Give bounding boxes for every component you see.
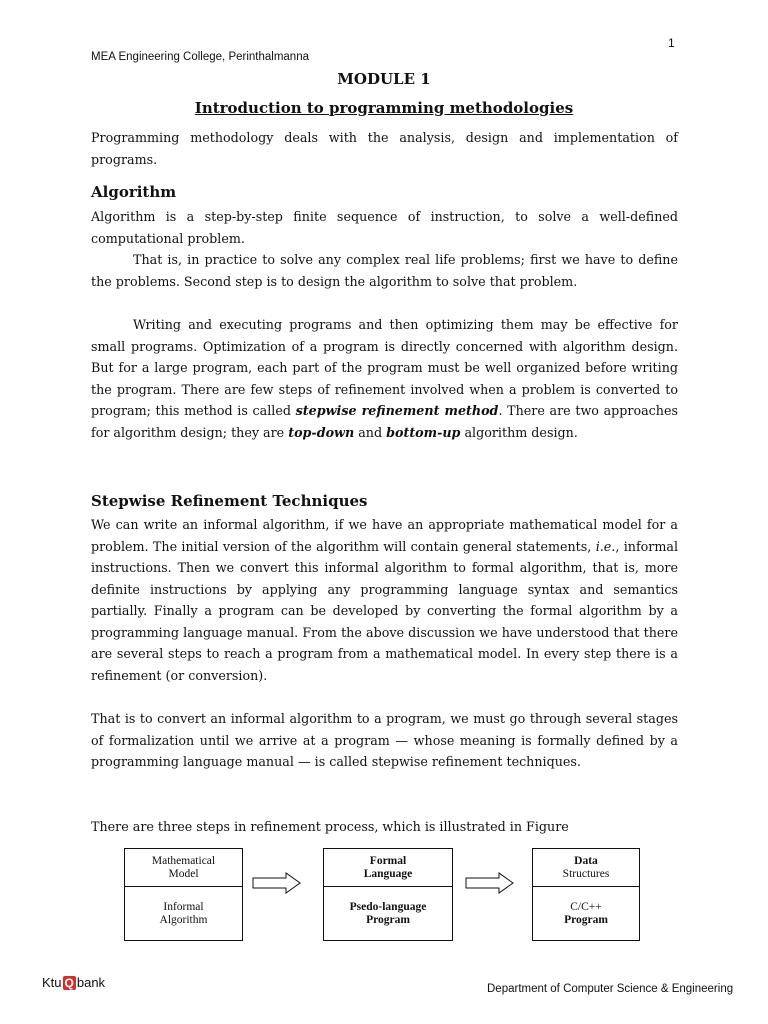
box-text: Structures bbox=[562, 867, 610, 880]
emphasis-ie: i.e. bbox=[595, 538, 616, 554]
stepwise-paragraph-2: That is to convert an informal algorithm to a program, we must go through several stages of formalization until we arrive at a program — whose meaning is formally defined by a programming language manual — is called stepwise refinement techniques. bbox=[91, 711, 678, 769]
box-text: Algorithm bbox=[159, 913, 208, 926]
algorithm-paragraph-3 bbox=[91, 314, 678, 443]
box-top bbox=[533, 849, 639, 887]
box-text: Mathematical bbox=[151, 854, 216, 867]
box-bottom bbox=[324, 887, 452, 940]
page-number: 1 bbox=[668, 36, 675, 50]
page-title: Introduction to programming methodologies bbox=[194, 99, 574, 117]
box-text: Data bbox=[574, 854, 598, 867]
logo-text: Ktu bbox=[42, 975, 62, 990]
box-bottom bbox=[125, 887, 242, 940]
box-top bbox=[324, 849, 452, 887]
box-top bbox=[125, 849, 242, 887]
text-run: , informal instructions. Then we convert this informal algorithm to formal algorithm, that is, more definite instructions by applying any programming language syntax and semantics partially. Finally a program can be developed by converting the formal algorithm by a programming language manual. From the above discussion we have understood that there are several steps to reach a program from a mathematical model. In every step there is a refinement (or conversion). bbox=[91, 538, 678, 683]
stepwise-paragraph-1 bbox=[91, 514, 678, 686]
intro-paragraph: Programming methodology deals with the analysis, design and implementation of programs. bbox=[91, 130, 678, 167]
algorithm-heading: Algorithm bbox=[91, 183, 177, 201]
box-text: Psedo-language bbox=[349, 900, 427, 913]
box-text: C/C++ bbox=[570, 900, 602, 913]
box-text: Language bbox=[363, 867, 413, 880]
emphasis-top-down: top-down bbox=[288, 424, 355, 440]
box-text: Program bbox=[564, 913, 608, 926]
algorithm-paragraph-1: Algorithm is a step-by-step finite sequence of instruction, to solve a well-defined computational problem. bbox=[91, 209, 678, 246]
department-name: Department of Computer Science & Engineering bbox=[487, 983, 734, 995]
logo-q: Q bbox=[64, 975, 74, 990]
text-run: We can write an informal algorithm, if we have an appropriate mathematical model for a problem. The initial version of the algorithm will contain general statements, bbox=[91, 517, 678, 554]
emphasis-stepwise: stepwise refinement method bbox=[295, 403, 499, 418]
text-run: . There are two approaches for algorithm design; they are bbox=[91, 403, 678, 440]
emphasis-bottom-up: bottom-up bbox=[386, 424, 461, 440]
text-run: algorithm design. bbox=[460, 424, 578, 440]
box-text: Informal bbox=[163, 900, 204, 913]
text-run: and bbox=[354, 424, 387, 440]
text-run: Writing and executing programs and then optimizing them may be effective for small programs. Optimization of a program is directly concerned with algorithm design. But for a large program, each part of the program must be well organized before writing the program. There are few steps of refinement involved when a problem is converted to program; this method is called bbox=[91, 317, 678, 418]
stepwise-paragraph-3: There are three steps in refinement process, which is illustrated in Figure bbox=[91, 819, 569, 834]
stepwise-heading: Stepwise Refinement Techniques bbox=[91, 492, 368, 510]
algorithm-paragraph-2: That is, in practice to solve any complex real life problems; first we have to define the problems. Second step is to design the algorithm to solve that problem. bbox=[91, 252, 678, 289]
box-text: Program bbox=[366, 913, 410, 926]
module-heading: MODULE 1 bbox=[337, 70, 431, 88]
ktuqbank-logo bbox=[42, 975, 105, 990]
arrow-icon bbox=[465, 872, 515, 894]
box-bottom bbox=[533, 887, 639, 940]
box-text: Model bbox=[168, 867, 199, 880]
box-text: Formal bbox=[369, 854, 407, 867]
figure-box-mathematical-model bbox=[124, 848, 243, 941]
figure-box-data-structures bbox=[532, 848, 640, 941]
arrow-icon bbox=[252, 872, 302, 894]
logo-text: bank bbox=[76, 975, 106, 990]
college-name: MEA Engineering College, Perinthalmanna bbox=[91, 51, 309, 63]
figure-box-formal-language bbox=[323, 848, 453, 941]
